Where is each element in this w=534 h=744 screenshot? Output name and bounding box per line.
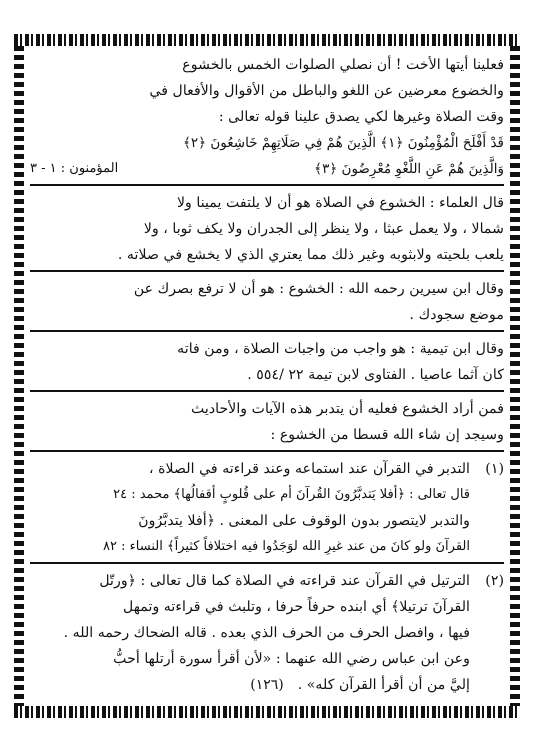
item-line: الترتيل في القرآن عند قراءته في الصلاة كما قال تعالى : ﴿ورتّل [99,573,470,589]
intro-line: وقت الصلاة وغيرها لكي يصدق علينا قوله تعالى : [218,109,504,125]
scholars-line: قال العلماء : الخشوع في الصلاة هو أن لا يلتفت يمينا ولا [176,195,504,211]
bottom-border [14,706,520,718]
top-border [14,34,520,46]
divider [30,184,504,186]
item-number: (١) [485,461,504,477]
divider [30,390,504,392]
intro-line: فعلينا أيتها الأخت ! أن نصلي الصلوات الخمس بالخشوع [182,57,504,73]
whoever-line: فمن أراد الخشوع فعليه أن يتدبر هذه الآيات والأحاديث [190,401,504,417]
verse-line-with-ref [30,156,504,182]
item-line: التدبر في القرآن عند استماعه وعند قراءته في الصلاة ، [149,461,470,477]
ibn-sirin-line: موضع سجودك . [409,307,504,323]
item-line: والتدبر لايتصور بدون الوقوف على المعنى . ﴿أفلا يتدبَّرُونَ [138,513,470,529]
list-item [30,456,504,560]
divider [30,330,504,332]
item-number: (٢) [485,573,504,589]
verse-line: قَدْ أَفْلَحَ الْمُؤْمِنُونَ ﴿١﴾ الَّذِينَ هُمْ فِي صَلَاتِهِمْ خَاشِعُونَ ﴿٢﴾ [182,135,504,151]
item-line: القرآنَ ولو كانَ من عند غيرِ الله لوَجَدُوا فيه اختلافاً كثيراً﴾ النساء : ٨٢ [103,539,470,554]
item-line: وعن ابن عباس رضي الله عنهما : «لأن أقرأ سورة أرتلها أحبُّ [113,651,470,667]
item-body [30,456,470,560]
page-number: (١٢٦) [250,677,284,693]
divider [30,562,504,564]
scholars-line: شمالا ، ولا يعمل عبثا ، ولا ينظر إلى الجدران ولا يكف ثوبا ، ولا [143,221,504,237]
whoever-line: وسيجد إن شاء الله قسطا من الخشوع : [270,427,504,443]
ibn-taymiyya-line: وقال ابن تيمية : هو واجب من واجبات الصلاة ، ومن فاته [177,341,504,357]
right-border [510,46,520,706]
verse-reference: المؤمنون : ١ - ٣ [30,161,119,176]
item-line: قال تعالى : ﴿أفلا يَتدبَّرُونَ القُرآنَ أم على قُلوبٍ أقفالُها﴾ محمد : ٢٤ [113,487,470,502]
item-line: القرآنَ ترتيلا﴾ أي ابنده حرفاً حرفا ، وتلبث في قراءته وتمهل [123,599,470,615]
ibn-sirin-line: وقال ابن سيرين رحمه الله : الخشوع : هو أن لا ترفع بصرك عن [133,281,504,297]
intro-line: والخضوع معرضين عن اللغو والباطل من الأقوال والأفعال في [149,83,504,99]
scholars-line: يلعب بلحيته ولابثوبه وغير ذلك مما يعتري الذي لا يخشع في صلاته . [117,247,504,263]
verse-text: وَالَّذِينَ هُمْ عَنِ اللَّغْوِ مُعْرِضُونَ ﴿٣﴾ [314,161,504,177]
ibn-taymiyya-line: كان آثما عاصيا . الفتاوى لابن تيمة ٢٢ /٥٥٤ . [247,367,504,383]
divider [30,270,504,272]
item-line: إليَّ من أن أقرأ القرآن كله» . [297,677,470,693]
divider [30,450,504,452]
left-border [14,46,24,706]
item-line: فيها ، وافصل الحرف من الحرف الذي بعده . قاله الضحاك رحمه الله . [63,625,470,641]
page-content [30,52,504,700]
